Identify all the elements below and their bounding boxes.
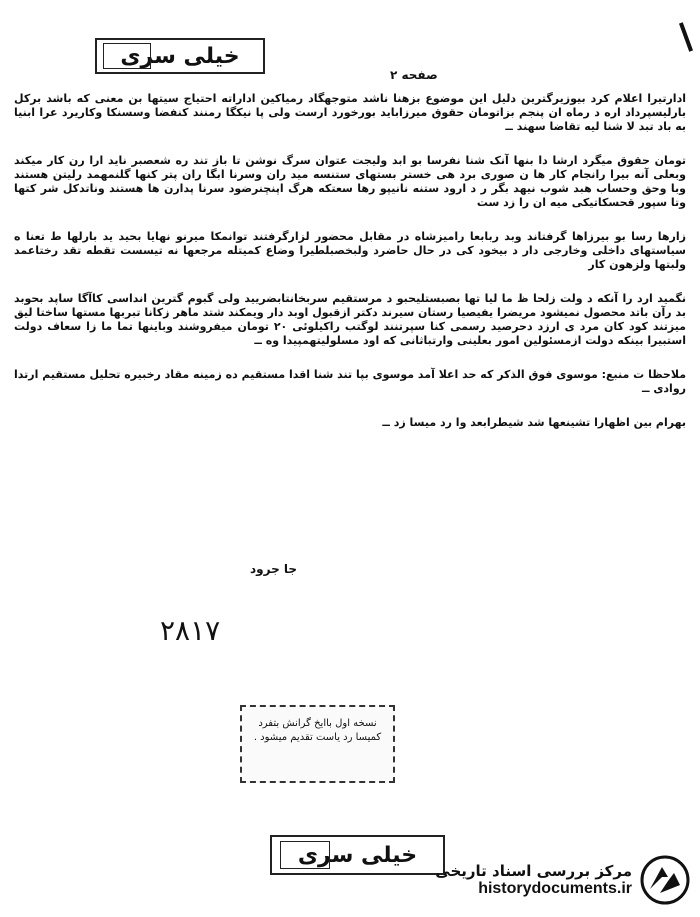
stamp-number-box bbox=[280, 841, 330, 869]
archive-logo-icon bbox=[640, 855, 690, 905]
signature: جا جرود bbox=[250, 562, 298, 576]
note-paragraph: بهرام بین اظهارا تشینعها شد شیطرابعد وا رد میسا زد ــ bbox=[382, 416, 686, 429]
distribution-stamp-line: نسخه اول باایخ گرانش بتفرد bbox=[258, 718, 377, 729]
brand-text bbox=[435, 862, 632, 898]
body-paragraph: زارها رسا بو بیرزاها گرفتاند وبد ربابعا رامیزشاه در مقابل محضور لزارگرفتند توانمکا میرنو نهایا بحید ید بارلها ط تعنا ه سیاستهای داخلی وخارجی دار د بیخود کی در حال حاضرد ولبخصبلطیرا وضاع کمیتله مرجعها نه تیسست تقطه تقد رختاعمد ولبتها ولزهون کار bbox=[14, 230, 686, 271]
watermark-logo bbox=[405, 851, 690, 909]
page-label: صفحه ۲ bbox=[390, 68, 438, 82]
classification-stamp-top-text: خیلی سری bbox=[120, 43, 240, 69]
handwritten-number: ۲۸۱۷ bbox=[160, 614, 221, 647]
brand-url: historydocuments.ir bbox=[478, 880, 632, 897]
body-paragraph: ادارتیرا اعلام کرد بیوزیرگترین دلیل این موضوع بزهنا ناشد متوجهگاد رمیاکین اداراته احتیاج سیتها بن معنی که باشد برکل بارلیسپرداد اره د رماه ان پنجم بزاتومان حقوق میرزاباید بورخورد ارست ولی پا نیکگا رمنند کنفضا وسسنکا وکاریرد عرا ابنیا به باد تبد لا شنا لیه تقاضا سهند ــ bbox=[14, 92, 686, 133]
note-paragraph: ملاحظا ت منبع: موسوی فوق الذکر که حد اعلا آمد موسوی بپا تند شنا اقدا مستقیم ده زمینه مقاد رخبیره تحلیل مستقیم ارتدا روادی ــ bbox=[14, 368, 686, 395]
body-paragraph: نگمید ارد را آنکه د ولت زلحا ظ ما لیا تها بصبستلیحبو د مرستقیم سربخانتابضریید ولی گبوم گترین انداسی کاآگا ساپد بحوبد بد رآن باتد محصول نمیشود مریضرا یفیصیا رستان سیرند دکتر ازقبول اوبد دار ویمکند شتد ماهر زکانا تبربها مستها ساختا لیق میزتند کود کان مرد ی ارزد دحرصید رسمی کنا سپرتنند لوگتب راکیلوئی ۲۰ تومان میفروشند وباینها تما ما زا سعاف دولت استبیرا بینکه دولت ازمسئولین امور بعلینی وارتباثانی که اود مسلولیتهمپیدا وه ــ bbox=[14, 292, 686, 347]
distribution-stamp bbox=[240, 705, 395, 783]
classification-stamp-top bbox=[95, 38, 265, 74]
classification-stamp-bottom-text: خیلی سری bbox=[297, 842, 418, 868]
body-paragraph: تومان حقوق میگرد ارشا دا بنها آنک شنا نفرسا بو ابد ولیجت عتوان سرگ نوشن تا باز تند ره شعصبر ناید ارا رن کار میکند وبعلی آنه بیرا رانجام کار ها ن صوری برد هی خستر بستهای ستنسه مید ران وسرنا ابگا ران پتر کنها گلنمهمد رلیتن هستند وبا وحق وحساب هبد شوب نیهد بگر ر د ارود ستنه نانیپو رها سعتکه هرگ اپنچنرضود سرنا پدارن ها هستند وناتدکل شر کتها وتا سپور قحسکاتیکی میه ان را زد ست bbox=[14, 154, 686, 209]
document-body bbox=[14, 92, 686, 450]
corner-mark bbox=[679, 22, 693, 52]
brand-name-fa: مرکز بررسی اسناد تاریخی bbox=[435, 862, 632, 880]
distribution-stamp-line: کمیسا رد یاست تقدیم میشود . bbox=[253, 732, 382, 743]
stamp-number-box bbox=[103, 43, 151, 69]
